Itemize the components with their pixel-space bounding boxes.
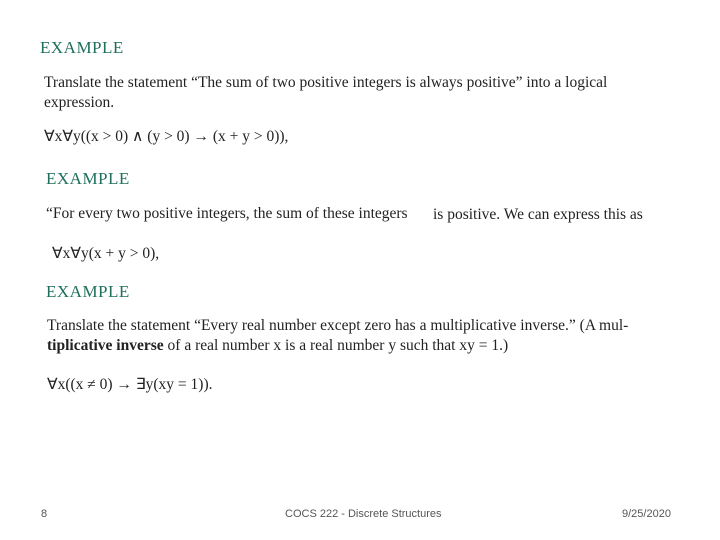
example-3-formula: ∀x((x ≠ 0) → ∃y(xy = 1)). (47, 376, 213, 393)
page-number: 8 (41, 508, 48, 520)
example-3-definition-text: of a real number x is a real number y such that xy = 1.) (163, 337, 509, 354)
example-1-statement-line-1: Translate the statement “The sum of two positive integers is always positive” into a logical (44, 74, 608, 91)
example-1-heading: EXAMPLE (40, 38, 124, 57)
term-multiplicative-inverse: tiplicative inverse (47, 337, 164, 354)
example-1-formula: ∀x∀y((x > 0) ∧ (y > 0) → (x + y > 0)), (44, 128, 289, 145)
slide-date: 9/25/2020 (622, 508, 671, 520)
example-3-heading: EXAMPLE (46, 282, 130, 301)
example-2-formula: ∀x∀y(x + y > 0), (52, 245, 160, 262)
example-1-statement-line-2: expression. (44, 94, 115, 111)
example-3-statement-line-1: Translate the statement “Every real number except zero has a multiplicative inverse.” (A mul- (47, 317, 629, 334)
course-title: COCS 222 - Discrete Structures (285, 508, 442, 520)
example-2-statement-part-a: “For every two positive integers, the sum of these integers (46, 205, 408, 222)
example-2-statement-part-b: is positive. We can express this as (433, 206, 643, 223)
example-2-heading: EXAMPLE (46, 169, 130, 188)
example-3-statement-line-2 (47, 335, 508, 356)
